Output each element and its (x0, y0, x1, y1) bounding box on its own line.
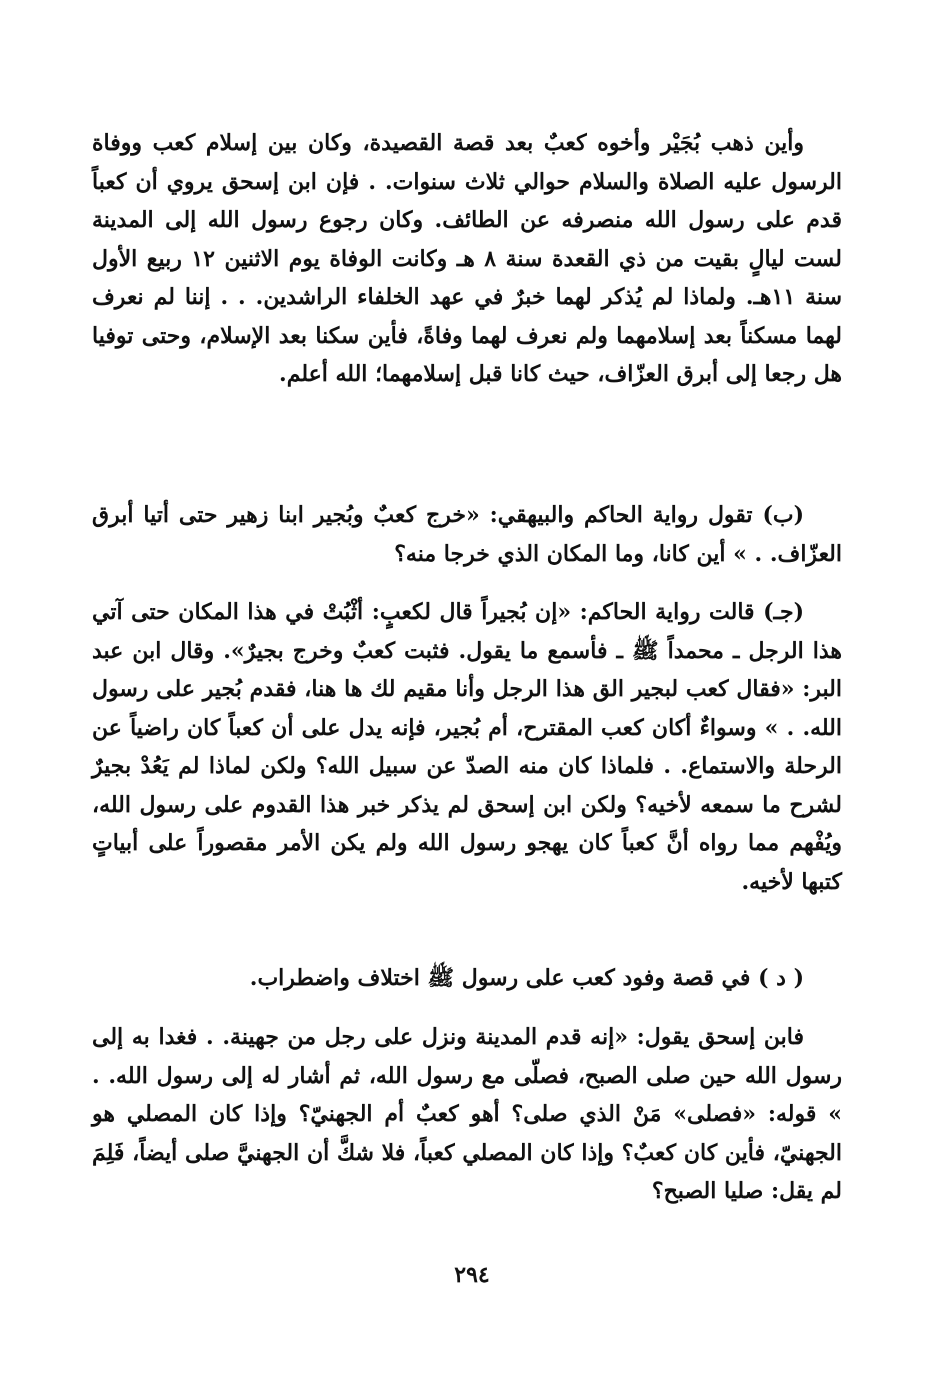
paragraph-point-d: ( د ) في قصة وفود كعب على رسول ﷺ اختلاف واضطراب. (249, 965, 804, 991)
paragraph-question-fate-of-bujair-and-kaab: وأين ذهب بُجَيْر وأخوه كعبٌ بعد قصة القصيدة، وكان بين إسلام كعب ووفاة الرسول عليه الصلاة والسلام حوالي ثلاث سنوات. . فإن ابن إسحق يروي أن كعباً قدم على رسول الله منصرفه عن الطائف. وكان رجوع رسول الله إلى المدينة لست ليالٍ بقيت من ذي القعدة سنة ٨ هـ وكانت الوفاة يوم الاثنين ١٢ ربيع الأول سنة ١١هـ. ولماذا لم يُذكر لهما خبرٌ في عهد الخلفاء الراشدين. . . إننا لم نعرف لهما مسكناً بعد إسلامهما ولم نعرف لهما وفاةً، فأين سكنا بعد الإسلام، وحتى توفيا هل رجعا إلى أبرق العزّاف، حيث كانا قبل إسلامهما؛ الله أعلم. (92, 130, 843, 387)
page-number: ٢٩٤ (454, 1262, 490, 1288)
paragraph-point-b: (ب) تقول رواية الحاكم والبيهقي: «خرج كعبٌ وبُجير ابنا زهير حتى أتيا أبرق العزّاف. . » أين كانا، وما المكان الذي خرجا منه؟ (92, 502, 842, 567)
paragraph-point-c: (جـ) قالت رواية الحاكم: «إن بُجيراً قال لكعبٍ: أثْبُتْ في هذا المكان حتى آتي هذا الرجل ـ محمداً ﷺ ـ فأسمع ما يقول. فثبت كعبٌ وخرج بجيرٌ». وقال ابن عبد البر: «فقال كعب لبجير الق هذا الرجل وأنا مقيم لك ها هنا، فقدم بُجير على رسول الله. . » وسواءٌ أكان كعب المقترح، أم بُجير، فإنه يدل على أن كعباً كان راضياً عن الرحلة والاستماع. . فلماذا كان منه الصدّ عن سبيل الله؟ ولكن لماذا لم يَعُدْ بجيرٌ لشرح ما سمعه لأخيه؟ ولكن ابن إسحق لم يذكر خبر هذا القدوم على رسول الله، ويُفْهم مما رواه أنَّ كعباً كان يهجو رسول الله ولم يكن الأمر مقصوراً على أبياتٍ كتبها لأخيه. (92, 599, 842, 895)
paragraph-ibn-ishaq-account: فابن إسحق يقول: «إنه قدم المدينة ونزل على رجل من جهينة. . فغدا به إلى رسول الله حين صلى الصبح، فصلّى مع رسول الله، ثم أشار له إلى رسول الله. . » قوله: «فصلى» مَنْ الذي صلى؟ أهو كعبٌ أم الجهنيّ؟ وإذا كان المصلي هو الجهنيّ، فأين كان كعبٌ؟ وإذا كان المصلي كعباً، فلا شكَّ أن الجهنيَّ صلى أيضاً، فَلِمَ لم يقل: صليا الصبح؟ (92, 1024, 842, 1204)
